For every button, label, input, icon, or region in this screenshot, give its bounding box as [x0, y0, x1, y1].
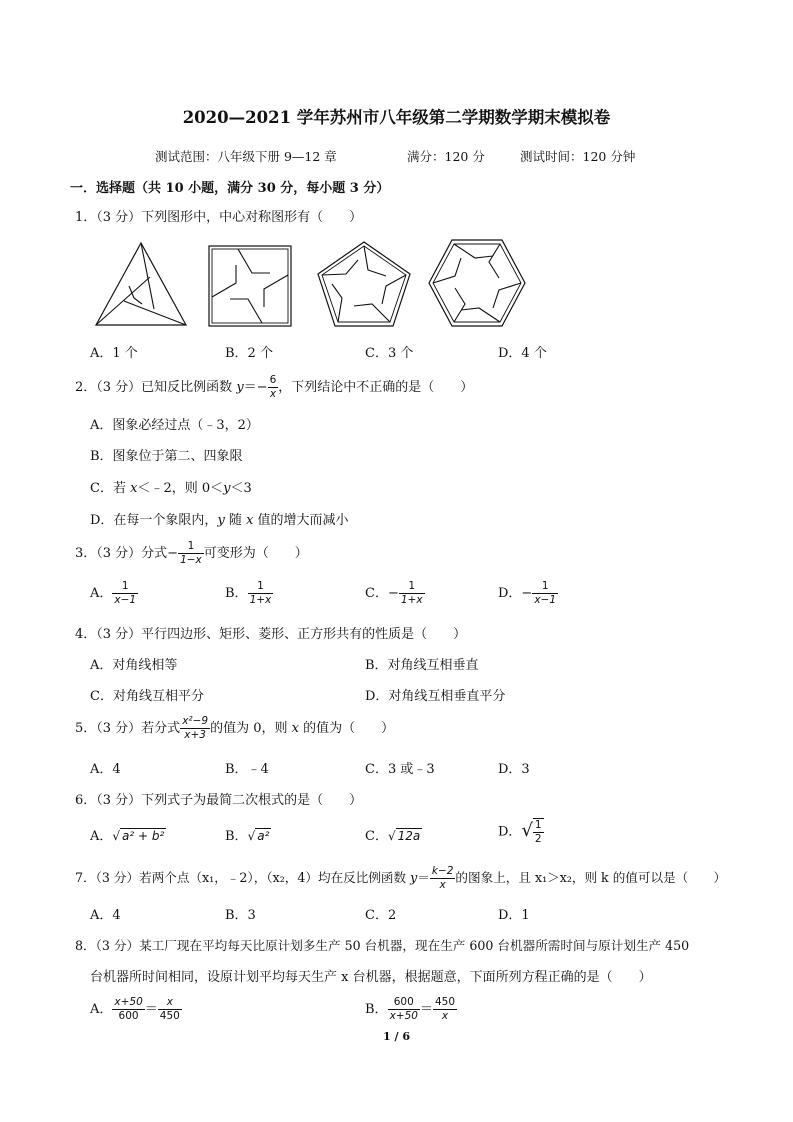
- triangle-figure: [94, 241, 188, 327]
- q7-fraction: $\frac{k-2}{x}$: [431, 865, 454, 891]
- q6-option-c: C．√ 12a: [365, 829, 421, 844]
- question-3-stem: 3．（3 分）分式− $\frac{1}{1-x}$ 可变形为（ ）: [75, 540, 308, 566]
- page-number: 1 / 6: [383, 1030, 410, 1043]
- q3-option-d: D．− $\frac{1}{x-1}$: [498, 580, 557, 606]
- q4-option-b: B．对角线互相垂直: [365, 658, 479, 673]
- q7-option-c: C．2: [365, 908, 397, 923]
- question-7-stem: 7．（3 分）若两个点（x₁，﹣2），（x₂，4）均在反比例函数 y＝ $\frac{k-2}{x}$ 的图象上，且 x₁＞x₂，则 k 的值可以是（ ）: [75, 865, 727, 891]
- q2-fraction: $\frac{6}{x}$: [269, 374, 277, 400]
- q5-fraction: $\frac{\text{x²−9}}{x+3}$: [182, 715, 209, 741]
- q6-option-b: B．√ a²: [225, 829, 270, 844]
- question-4-stem: 4．（3 分）平行四边形、矩形、菱形、正方形共有的性质是（ ）: [75, 627, 467, 642]
- q4-option-c: C．对角线互相平分: [90, 689, 204, 704]
- question-8-line-1: 8．（3 分）某工厂现在平均每天比原计划多生产 50 台机器，现在生产 600 台机器所需时间与原计划生产 450: [75, 938, 690, 953]
- question-5-stem: 5．（3 分）若分式 $\frac{\text{x²−9}}{x+3}$ 的值为 0，则 x 的值为（ ）: [75, 715, 395, 741]
- hexagon-figure: [427, 238, 527, 328]
- q3-option-b: B． $\frac{1}{1+x}$: [225, 580, 272, 606]
- q3-option-c: C．− $\frac{1}{1+x}$: [365, 580, 423, 606]
- q5-option-c: C．3 或﹣3: [365, 762, 435, 777]
- pentagon-figure: [316, 240, 412, 328]
- q5-option-a: A．4: [90, 762, 121, 777]
- q3-option-a: A． $\frac{1}{x-1}$: [90, 580, 137, 606]
- question-1-stem: 1．（3 分）下列图形中，中心对称图形有（ ）: [75, 210, 363, 225]
- q2-option-c: C．若 x＜﹣2，则 0＜y＜3: [90, 481, 252, 496]
- q8-option-b: B． $\frac{600}{x+50}$ ＝ $\frac{450}{x}$: [365, 996, 455, 1022]
- q1-option-a: A．1 个: [90, 346, 138, 361]
- q3-fraction: $\frac{1}{1-x}$: [180, 540, 202, 566]
- test-time: 测试时间：120 分钟: [520, 149, 636, 164]
- question-6-stem: 6．（3 分）下列式子为最简二次根式的是（ ）: [75, 793, 363, 808]
- q7-option-a: A．4: [90, 908, 121, 923]
- q2-option-d: D．在每一个象限内，y 随 x 值的增大而减小: [90, 513, 349, 528]
- test-scope: 测试范围：八年级下册 9—12 章: [155, 149, 337, 164]
- q7-option-b: B．3: [225, 908, 256, 923]
- q1-option-d: D．4 个: [498, 346, 547, 361]
- q1-option-b: B．2 个: [225, 346, 273, 361]
- section-heading: 一．选择题（共 10 小题，满分 30 分，每小题 3 分）: [70, 181, 390, 196]
- q4-option-d: D．对角线互相垂直平分: [365, 689, 506, 704]
- q2-option-b: B．图象位于第二、四象限: [90, 449, 243, 464]
- q5-option-b: B．﹣4: [225, 762, 269, 777]
- q7-option-d: D．1: [498, 908, 530, 923]
- q5-option-d: D．3: [498, 762, 530, 777]
- q4-option-a: A．对角线相等: [90, 658, 178, 673]
- q6-option-d: D．√ $\frac{1}{2}$: [498, 819, 542, 845]
- q2-option-a: A．图象必经过点（﹣3，2）: [90, 418, 259, 433]
- question-2-stem: 2．（3 分）已知反比例函数 y＝− $\frac{6}{x}$ ，下列结论中不正确的是（ ）: [75, 374, 474, 400]
- square-figure: [208, 245, 292, 327]
- q6-option-a: A．√ a² + b²: [90, 829, 165, 844]
- question-8-line-2: 台机器所时间相同，设原计划平均每天生产 x 台机器，根据题意，下面所列方程正确的是（ ）: [90, 970, 652, 985]
- full-score: 满分：120 分: [407, 149, 485, 164]
- q1-option-c: C．3 个: [365, 346, 414, 361]
- q8-option-a: A． $\frac{x+50}{600}$ ＝ $\frac{x}{450}$: [90, 996, 180, 1022]
- page-title: 2020—2021 学年苏州市八年级第二学期数学期末模拟卷: [182, 108, 611, 127]
